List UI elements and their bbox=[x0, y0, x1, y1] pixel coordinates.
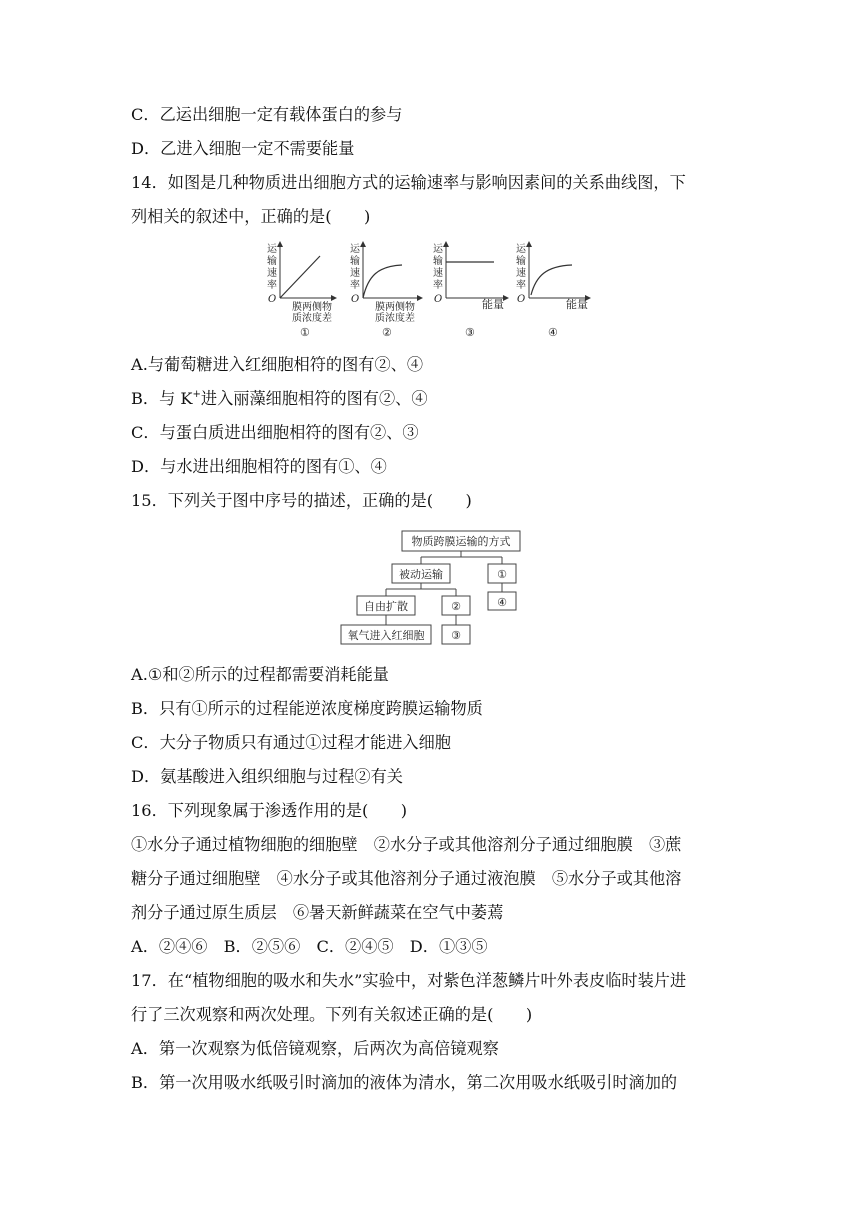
q16-line-1: ①水分子通过植物细胞的细胞壁 ②水分子或其他溶剂分子通过细胞膜 ③蔗 bbox=[131, 835, 682, 854]
option-d-line: D．乙进入细胞一定不需要能量 bbox=[131, 139, 355, 158]
question-16: 16．下列现象属于渗透作用的是( ) bbox=[131, 801, 408, 820]
svg-text:输: 输 bbox=[516, 256, 526, 267]
svg-text:能量: 能量 bbox=[482, 298, 504, 311]
svg-text:膜两侧物: 膜两侧物 bbox=[292, 302, 332, 313]
svg-text:O: O bbox=[268, 294, 277, 305]
q15-option-a: A.①和②所示的过程都需要消耗能量 bbox=[131, 665, 389, 684]
q14-option-c: C．与蛋白质进出细胞相符的图有②、③ bbox=[131, 423, 419, 442]
transport-flowchart bbox=[336, 526, 536, 650]
svg-text:④: ④ bbox=[548, 326, 558, 339]
q16-options: A．②④⑥ B．②⑤⑥ C．②④⑤ D．①③⑤ bbox=[131, 937, 488, 956]
q15-option-b: B．只有①所示的过程能逆浓度梯度跨膜运输物质 bbox=[131, 699, 483, 718]
question-15: 15．下列关于图中序号的描述，正确的是( ) bbox=[131, 491, 472, 510]
rate-graphs-figure bbox=[262, 240, 592, 340]
graph-4 bbox=[516, 243, 588, 339]
svg-text:运: 运 bbox=[516, 244, 526, 255]
flow-passive: 被动运输 bbox=[399, 568, 443, 581]
graph-1 bbox=[267, 243, 334, 339]
flow-c4: ④ bbox=[497, 596, 507, 609]
svg-text:①: ① bbox=[300, 326, 310, 339]
option-c-line: C．乙运出细胞一定有载体蛋白的参与 bbox=[131, 105, 403, 124]
svg-text:质浓度差: 质浓度差 bbox=[375, 313, 415, 324]
question-14-line-1: 14．如图是几种物质进出细胞方式的运输速率与影响因素间的关系曲线图，下 bbox=[131, 173, 686, 192]
flow-root: 物质跨膜运输的方式 bbox=[411, 535, 511, 548]
svg-text:速: 速 bbox=[516, 268, 526, 279]
svg-text:②: ② bbox=[382, 326, 392, 339]
svg-text:运: 运 bbox=[267, 244, 277, 255]
question-17-line-1: 17．在“植物细胞的吸水和失水”实验中，对紫色洋葱鳞片叶外表皮临时装片进 bbox=[131, 971, 687, 990]
svg-text:输: 输 bbox=[350, 256, 360, 267]
q15-option-c: C．大分子物质只有通过①过程才能进入细胞 bbox=[131, 733, 451, 752]
svg-text:速: 速 bbox=[267, 268, 277, 279]
q17-option-b: B．第一次用吸水纸吸引时滴加的液体为清水，第二次用吸水纸吸引时滴加的 bbox=[131, 1073, 678, 1092]
flow-c2: ② bbox=[451, 600, 461, 613]
q15-option-d: D．氨基酸进入组织细胞与过程②有关 bbox=[131, 767, 403, 786]
graph-1-curve bbox=[280, 256, 320, 298]
question-14-line-2: 列相关的叙述中，正确的是( ) bbox=[131, 207, 371, 226]
svg-text:输: 输 bbox=[267, 256, 277, 267]
flow-oxygen: 氧气进入红细胞 bbox=[347, 629, 425, 642]
svg-text:③: ③ bbox=[465, 326, 475, 339]
svg-text:率: 率 bbox=[350, 280, 360, 291]
q14-option-a: A.与葡萄糖进入红细胞相符的图有②、④ bbox=[131, 355, 424, 374]
svg-text:O: O bbox=[517, 294, 526, 305]
graph-4-curve bbox=[531, 265, 572, 295]
q14-option-d: D．与水进出细胞相符的图有①、④ bbox=[131, 457, 387, 476]
svg-text:能量: 能量 bbox=[566, 298, 588, 311]
q14-option-b: B．与 K+进入丽藻细胞相符的图有②、④ bbox=[131, 389, 428, 408]
graph-2 bbox=[350, 243, 420, 339]
graph-2-curve bbox=[363, 265, 402, 298]
flow-c3: ③ bbox=[451, 629, 461, 642]
flow-c1: ① bbox=[497, 568, 507, 581]
svg-text:速: 速 bbox=[433, 268, 443, 279]
svg-text:率: 率 bbox=[433, 280, 443, 291]
svg-text:质浓度差: 质浓度差 bbox=[292, 313, 332, 324]
svg-text:O: O bbox=[351, 294, 360, 305]
question-17-line-2: 行了三次观察和两次处理。下列有关叙述正确的是( ) bbox=[131, 1005, 533, 1024]
svg-text:运: 运 bbox=[350, 244, 360, 255]
graph-3 bbox=[433, 243, 506, 339]
flow-free: 自由扩散 bbox=[364, 600, 408, 613]
q16-line-3: 剂分子通过原生质层 ⑥暑天新鲜蔬菜在空气中萎蔫 bbox=[131, 903, 504, 922]
q16-line-2: 糖分子通过细胞壁 ④水分子或其他溶剂分子通过液泡膜 ⑤水分子或其他溶 bbox=[131, 869, 682, 888]
svg-text:输: 输 bbox=[433, 256, 443, 267]
svg-text:率: 率 bbox=[267, 280, 277, 291]
svg-text:速: 速 bbox=[350, 268, 360, 279]
svg-text:运: 运 bbox=[433, 244, 443, 255]
q17-option-a: A．第一次观察为低倍镜观察，后两次为高倍镜观察 bbox=[131, 1039, 499, 1058]
svg-text:膜两侧物: 膜两侧物 bbox=[375, 302, 415, 313]
svg-text:率: 率 bbox=[516, 280, 526, 291]
svg-text:O: O bbox=[434, 294, 443, 305]
